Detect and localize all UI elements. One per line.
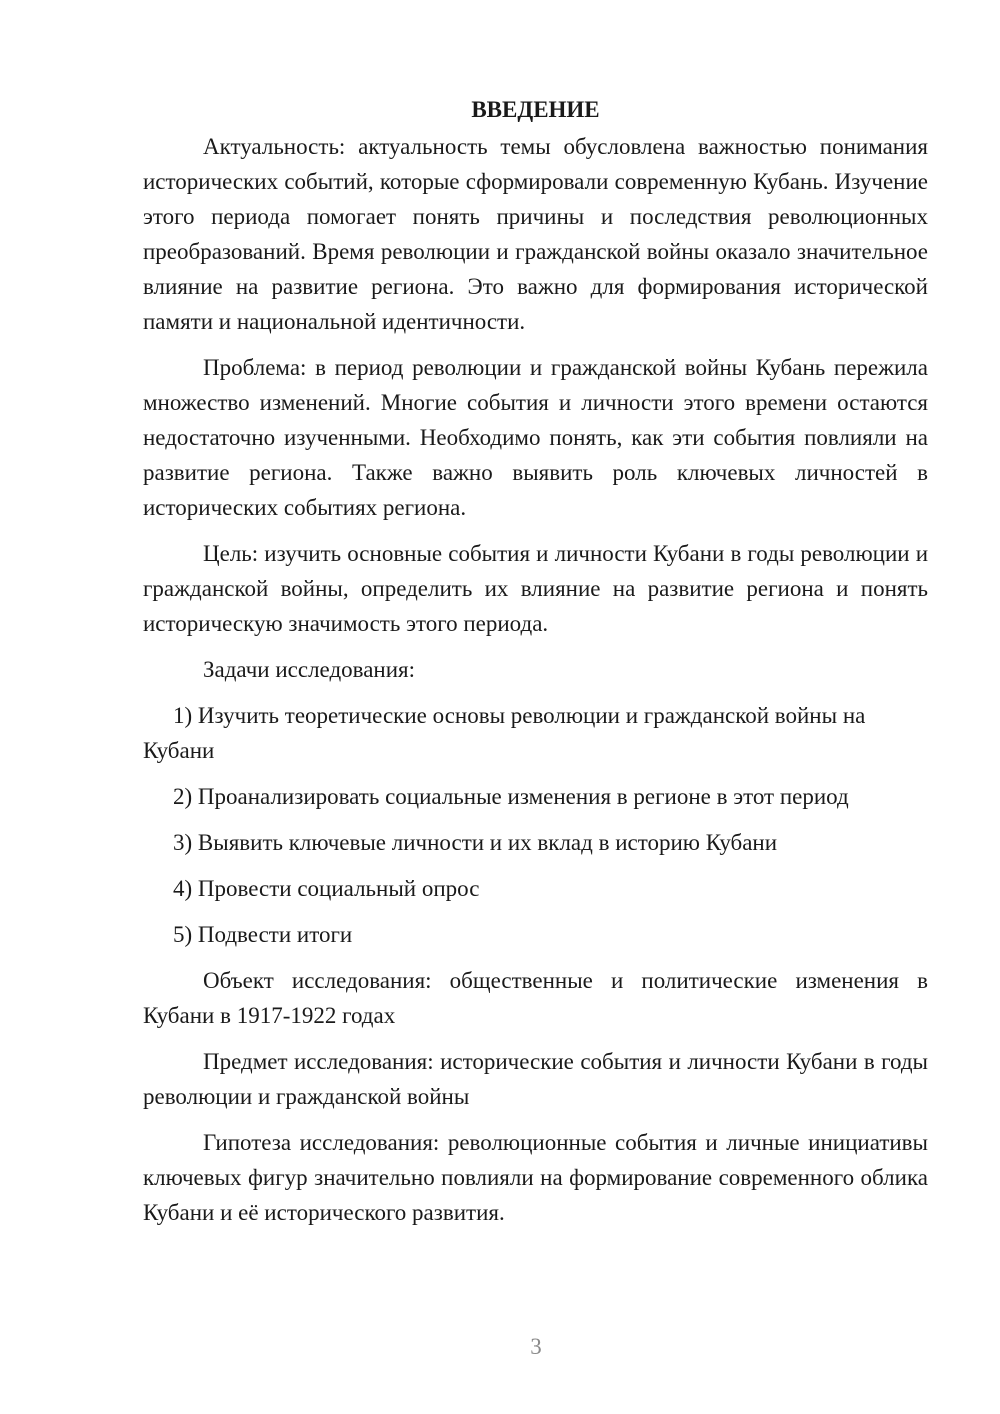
document-page xyxy=(143,92,928,1241)
tasks-list xyxy=(143,698,928,952)
paragraph-relevance: Актуальность: актуальность темы обусловлена важностью понимания исторических событий, которые сформировали современную Кубань. Изучение этого периода помогает понять причины и последствия революционных преобразований. Время революции и гражданской войны оказало значительное влияние на развитие региона. Это важно для формирования исторической памяти и национальной идентичности. xyxy=(143,134,928,334)
paragraph-problem: Проблема: в период революции и гражданской войны Кубань пережила множество изменений. Многие события и личности этого времени остаются недостаточно изученными. Необходимо понять, как эти события повлияли на развитие региона. Также важно выявить роль ключевых личностей в исторических событиях региона. xyxy=(143,355,928,520)
list-item: 3) Выявить ключевые личности и их вклад в историю Кубани xyxy=(173,830,778,855)
paragraph-goal: Цель: изучить основные события и личности Кубани в годы революции и гражданской войны, определить их влияние на развитие региона и понять историческую значимость этого периода. xyxy=(143,541,928,636)
document-title: ВВЕДЕНИЕ xyxy=(471,97,600,122)
list-item: 2) Проанализировать социальные изменения в регионе в этот период xyxy=(173,784,849,809)
paragraph-object: Объект исследования: общественные и политические изменения в Кубани в 1917-1922 годах xyxy=(143,968,928,1028)
list-item: 4) Провести социальный опрос xyxy=(173,876,480,901)
paragraph-subject: Предмет исследования: исторические события и личности Кубани в годы революции и гражданской войны xyxy=(143,1049,928,1109)
page-number: 3 xyxy=(530,1334,542,1359)
list-item: 1) Изучить теоретические основы революции и гражданской войны на Кубани xyxy=(143,703,866,763)
list-item: 5) Подвести итоги xyxy=(173,922,353,947)
tasks-label: Задачи исследования: xyxy=(203,657,416,682)
paragraph-hypothesis: Гипотеза исследования: революционные события и личные инициативы ключевых фигур значительно повлияли на формирование современного облика Кубани и её исторического развития. xyxy=(143,1130,928,1225)
